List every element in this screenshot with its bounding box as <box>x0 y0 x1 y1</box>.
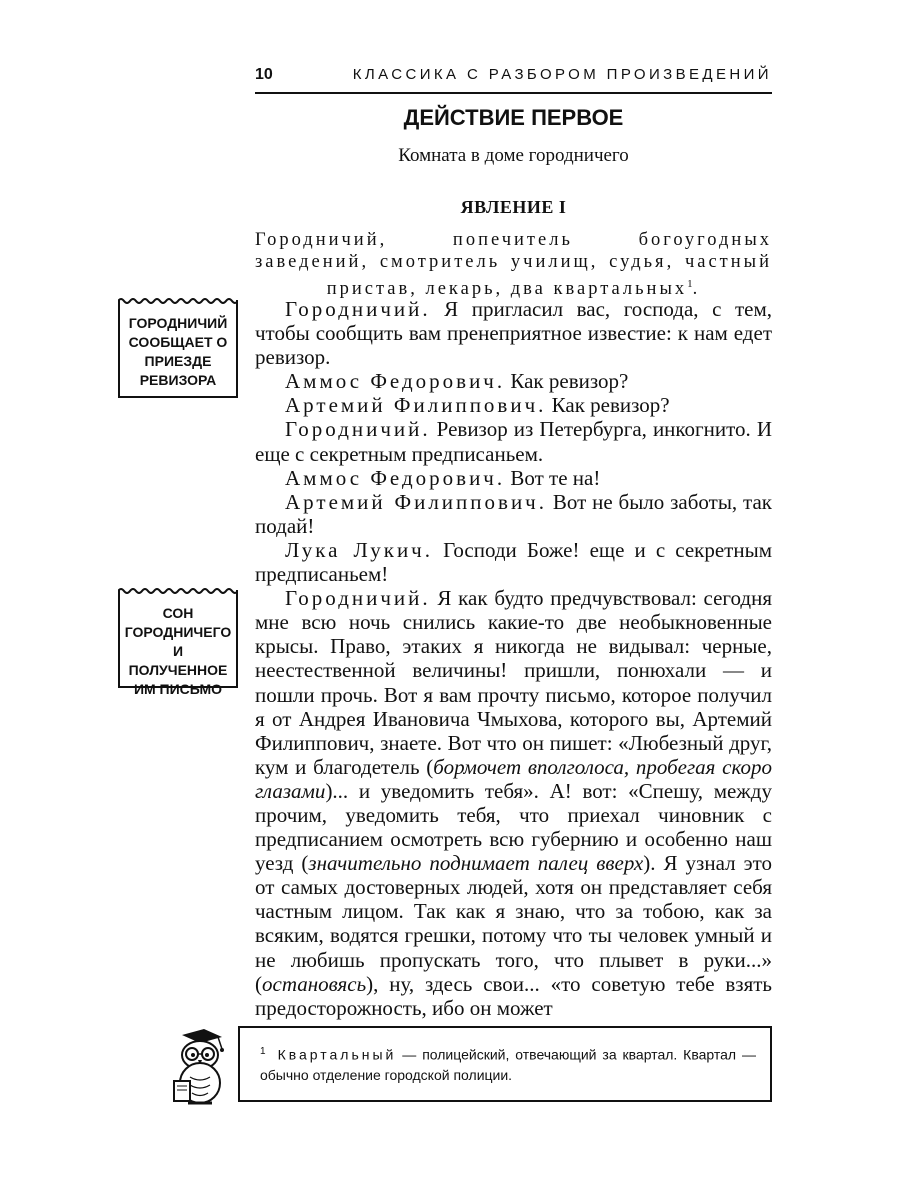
stage-direction: значительно поднимает палец вверх <box>308 851 644 876</box>
dialogue-line <box>255 538 772 586</box>
footnote <box>238 1026 772 1102</box>
speaker: Аммос Федорович. <box>285 465 506 490</box>
wavy-border-icon <box>118 296 238 306</box>
stage-direction: бормочет вполголоса, пробегая скоро глазами <box>255 754 772 803</box>
dialogue-line <box>255 586 772 1020</box>
line-text: Вот те на! <box>505 465 601 490</box>
speaker: Городничий. <box>285 417 431 442</box>
margin-note-2 <box>118 590 238 697</box>
footnote-mark: 1 <box>260 1046 266 1057</box>
line-text: Как ревизор? <box>505 369 629 394</box>
speaker: Лука Лукич. <box>285 537 433 562</box>
scene-title: ЯВЛЕНИЕ I <box>460 197 567 217</box>
speaker: Артемий Филиппович. <box>285 393 547 418</box>
stage-direction: остановясь <box>262 971 367 996</box>
margin-note-1 <box>118 300 238 398</box>
page-header <box>255 62 772 94</box>
speaker: Артемий Филиппович. <box>285 489 547 514</box>
line-text: Я как будто предчувствовал: сегодня мне всю ночь снились какие-то две необыкновенные крысы. Право, этаких я никогда не видывал: черные, неестественной величины! пришли, понюхали — и пошли прочь. Вот я вам прочту письмо, которое получил я от Андрея Ивановича Чмыхова, которого вы, Артемий Филиппович, знаете. Вот что он пишет: «Любезный друг, кум и благодетель ( <box>255 586 772 779</box>
dialogue-line <box>255 369 772 393</box>
line-text: Господи Боже! еще и с секретным предписаньем! <box>255 537 772 587</box>
footnote-text: — полицейский, отвечающий за квартал. Квартал — обычно отделение городской полиции. <box>260 1046 756 1083</box>
margin-note-text: СОН ГОРОДНИЧЕГО И ПОЛУЧЕННОЕ ИМ ПИСЬМО <box>124 605 232 697</box>
line-text: Как ревизор? <box>546 393 670 418</box>
cast-text: Городничий, попечитель богоугодных заведений, смотритель училищ, судья, частный пристав, лекарь, два квартальных <box>255 230 772 300</box>
dialogue-line <box>255 466 772 490</box>
play-text <box>255 297 772 1020</box>
line-text: )... и уведомить тебя». А! вот: «Спешу, между прочим, уведомить тебя, что приехал чиновник с предписанием осмотреть всю губернию и особенно наш уезд ( <box>255 778 772 876</box>
act-title: ДЕЙСТВИЕ ПЕРВОЕ <box>403 105 624 130</box>
speaker: Городничий. <box>285 586 431 611</box>
page-number: 10 <box>255 66 273 83</box>
footnote-ref[interactable]: 1 <box>687 278 693 290</box>
dialogue-line <box>255 393 772 417</box>
dialogue-line <box>255 490 772 538</box>
dialogue-line <box>255 297 772 369</box>
speaker: Аммос Федорович. <box>285 369 506 394</box>
owl-scholar-icon <box>160 1025 238 1107</box>
line-text: ). Я узнал это от самых достоверных людей, хотя он представляет себя частным лицом. Так как я знаю, что за тобою, как за всяким, водятся грешки, потому что ты человек умный и не любишь пропускать того, что плывет в руки...» ( <box>255 851 773 996</box>
running-head: КЛАССИКА С РАЗБОРОМ ПРОИЗВЕДЕНИЙ <box>352 66 772 83</box>
line-text: Ревизор из Петербурга, инкогнито. И еще с секретным предписаньем. <box>255 417 772 466</box>
margin-note-text: ГОРОДНИЧИЙ СООБЩАЕТ О ПРИЕЗДЕ РЕВИЗОРА <box>128 315 228 388</box>
dialogue-line <box>255 417 772 465</box>
footnote-term: Квартальный <box>277 1046 397 1063</box>
cast-list <box>255 229 772 300</box>
line-text: ), ну, здесь свои... «то советую тебе взять предосторожность, ибо он может <box>255 971 772 1020</box>
scene-setting: Комната в доме городничего <box>398 145 629 166</box>
line-text: Я пригласил вас, господа, с тем, чтобы сообщить вам пренеприятное известие: к нам едет ревизор. <box>255 297 772 370</box>
cast-end: . <box>692 279 701 300</box>
line-text: Вот не было заботы, так подай! <box>255 489 772 538</box>
wavy-border-icon <box>118 586 238 596</box>
speaker: Городничий. <box>285 297 431 321</box>
